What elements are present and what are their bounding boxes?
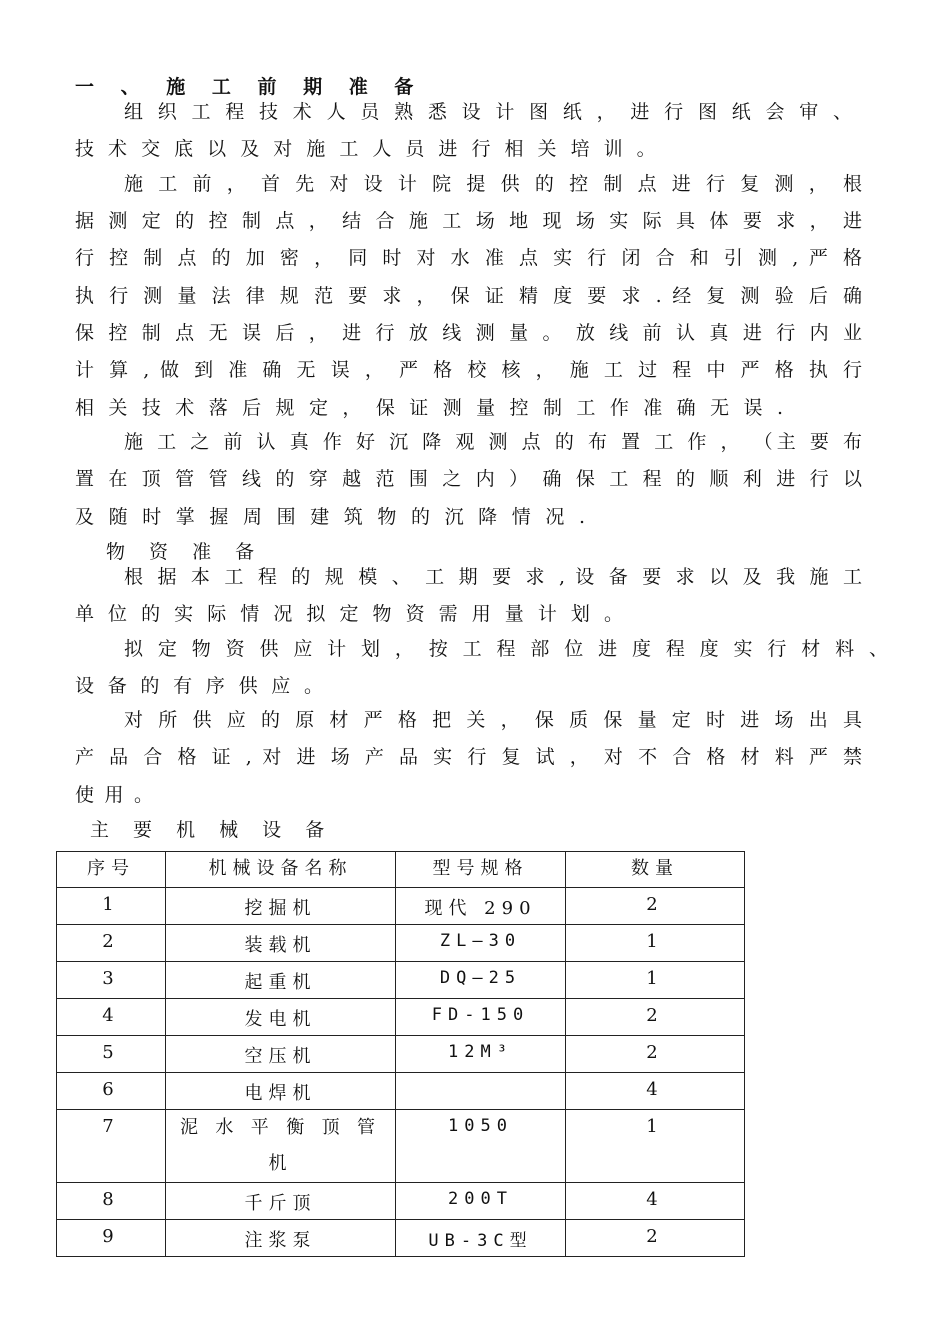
paragraph-line: 对 所 供 应 的 原 材 严 格 把 关 ， 保 质 保 量 定 时 进 场 出 具 — [124, 709, 862, 731]
cell-spec: UB-3C型 — [396, 1220, 566, 1257]
cell-name: 发电机 — [166, 999, 396, 1036]
table-row — [57, 888, 745, 925]
cell-spec: 1050 — [396, 1110, 566, 1183]
section-heading-equipment: 主 要 机 械 设 备 — [90, 819, 334, 841]
paragraph-line: 设 备 的 有 序 供 应 。 — [75, 675, 323, 697]
section-heading-materials: 物 资 准 备 — [106, 541, 264, 563]
cell-spec: DQ—25 — [396, 962, 566, 999]
paragraph-line: 使 用 。 — [75, 784, 153, 806]
cell-quantity: 2 — [566, 888, 745, 925]
paragraph-line: 产 品 合 格 证 , 对 进 场 产 品 实 行 复 试 ， 对 不 合 格 材 料 严 禁 — [75, 746, 862, 768]
paragraph-line: 置 在 顶 管 管 线 的 穿 越 范 围 之 内 ） 确 保 工 程 的 顺 利 进 行 以 — [75, 468, 862, 490]
cell-quantity: 2 — [566, 1036, 745, 1073]
cell-name: 注浆泵 — [166, 1220, 396, 1257]
paragraph-line: 组 织 工 程 技 术 人 员 熟 悉 设 计 图 纸 ， 进 行 图 纸 会 审 、 — [124, 101, 852, 123]
table-row — [57, 1220, 745, 1257]
cell-name: 电焊机 — [166, 1073, 396, 1110]
cell-quantity: 2 — [566, 1220, 745, 1257]
paragraph-line: 及 随 时 掌 握 周 围 建 筑 物 的 沉 降 情 况 . — [75, 506, 585, 528]
cell-spec: ZL—30 — [396, 925, 566, 962]
column-header-name: 机械设备名称 — [166, 852, 396, 888]
paragraph-line: 施 工 前 ， 首 先 对 设 计 院 提 供 的 控 制 点 进 行 复 测 ， 根 — [124, 173, 862, 195]
paragraph-line: 单 位 的 实 际 情 况 拟 定 物 资 需 用 量 计 划 。 — [75, 603, 623, 625]
cell-quantity: 1 — [566, 962, 745, 999]
paragraph-line: 保 控 制 点 无 误 后 ， 进 行 放 线 测 量 。 放 线 前 认 真 进 行 内 业 — [75, 322, 862, 344]
cell-spec — [396, 1073, 566, 1110]
cell-name — [166, 1110, 396, 1183]
column-header-spec: 型号规格 — [396, 852, 566, 888]
cell-number: 7 — [57, 1110, 166, 1183]
table-row — [57, 1183, 745, 1220]
cell-quantity: 1 — [566, 925, 745, 962]
cell-name-line: 泥水平衡顶管 — [180, 1117, 381, 1138]
cell-number: 1 — [57, 888, 166, 925]
table-header-row — [57, 852, 745, 888]
cell-number: 9 — [57, 1220, 166, 1257]
cell-name: 空压机 — [166, 1036, 396, 1073]
paragraph-line: 行 控 制 点 的 加 密 ， 同 时 对 水 准 点 实 行 闭 合 和 引 测 , 严 格 — [75, 247, 862, 269]
paragraph-line: 计 算 , 做 到 准 确 无 误 ， 严 格 校 核 ， 施 工 过 程 中 严 格 执 行 — [75, 359, 862, 381]
paragraph-line: 根 据 本 工 程 的 规 模 、 工 期 要 求 , 设 备 要 求 以 及 我 施 工 — [124, 566, 862, 588]
paragraph-line: 执 行 测 量 法 律 规 范 要 求 ， 保 证 精 度 要 求 . 经 复 测 验 后 确 — [75, 285, 862, 307]
table-row — [57, 962, 745, 999]
paragraph-line: 据 测 定 的 控 制 点 ， 结 合 施 工 场 地 现 场 实 际 具 体 要 求 ， 进 — [75, 210, 862, 232]
paragraph-line: 相 关 技 术 落 后 规 定 ， 保 证 测 量 控 制 工 作 准 确 无 误 . — [75, 397, 783, 419]
cell-name-line: 机 — [268, 1153, 293, 1174]
cell-number: 6 — [57, 1073, 166, 1110]
cell-quantity: 1 — [566, 1110, 745, 1183]
table-row — [57, 999, 745, 1036]
cell-quantity: 4 — [566, 1183, 745, 1220]
equipment-table — [56, 851, 745, 1257]
paragraph-line: 技 术 交 底 以 及 对 施 工 人 员 进 行 相 关 培 训 。 — [75, 138, 660, 160]
cell-name: 挖掘机 — [166, 888, 396, 925]
table-row — [57, 1073, 745, 1110]
cell-number: 2 — [57, 925, 166, 962]
cell-spec: 现代 290 — [396, 888, 566, 925]
cell-name: 起重机 — [166, 962, 396, 999]
column-header-quantity: 数量 — [566, 852, 745, 888]
cell-number: 8 — [57, 1183, 166, 1220]
cell-spec: 12M³ — [396, 1036, 566, 1073]
cell-name: 千斤顶 — [166, 1183, 396, 1220]
paragraph-line: 拟 定 物 资 供 应 计 划 ， 按 工 程 部 位 进 度 程 度 实 行 材 料 、 — [124, 638, 888, 660]
cell-name: 装载机 — [166, 925, 396, 962]
paragraph-line: 施 工 之 前 认 真 作 好 沉 降 观 测 点 的 布 置 工 作 ， （主 要 布 — [124, 431, 862, 453]
cell-number: 4 — [57, 999, 166, 1036]
cell-quantity: 4 — [566, 1073, 745, 1110]
cell-number: 5 — [57, 1036, 166, 1073]
table-row — [57, 1036, 745, 1073]
cell-quantity: 2 — [566, 999, 745, 1036]
cell-spec: 200T — [396, 1183, 566, 1220]
cell-spec: FD-150 — [396, 999, 566, 1036]
table-row — [57, 925, 745, 962]
cell-number: 3 — [57, 962, 166, 999]
table-row — [57, 1110, 745, 1183]
section-heading-preparation: 一 、 施 工 前 期 准 备 — [75, 76, 424, 98]
column-header-number: 序号 — [57, 852, 166, 888]
